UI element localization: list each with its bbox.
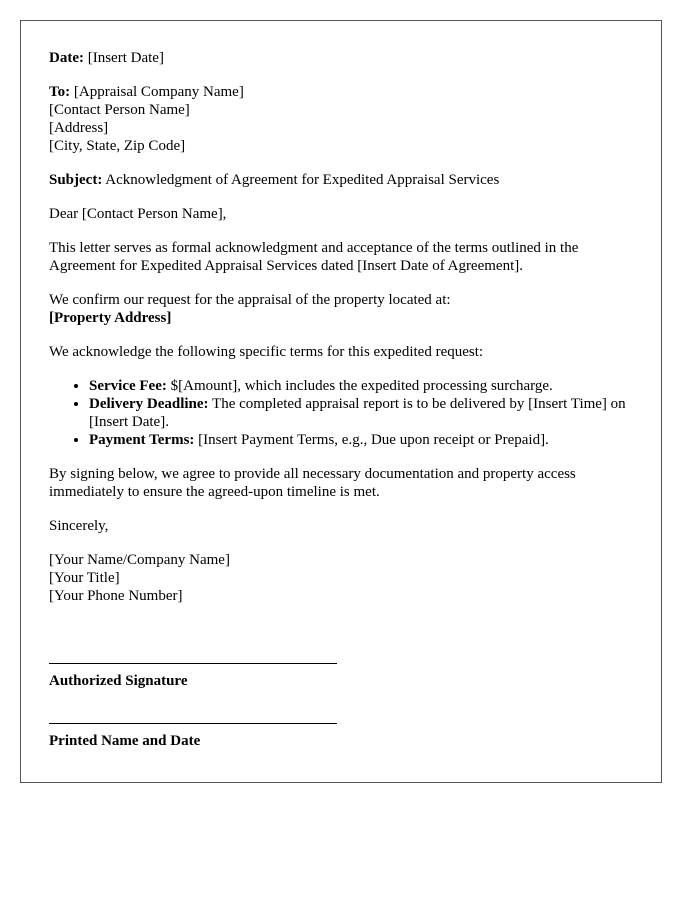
printed-name-line <box>49 723 337 724</box>
term-label: Service Fee: <box>89 378 167 394</box>
date-value: [Insert Date] <box>83 50 164 66</box>
term-item <box>89 395 634 431</box>
signature-line <box>49 663 337 664</box>
recipient-city: [City, State, Zip Code] <box>49 138 186 154</box>
term-label: Payment Terms: <box>89 432 195 448</box>
date-line <box>49 49 634 67</box>
salutation: Dear [Contact Person Name], <box>49 206 227 222</box>
term-item <box>89 377 634 395</box>
printed-name-label: Printed Name and Date <box>49 733 201 749</box>
letter <box>20 20 662 783</box>
property-address: [Property Address] <box>49 310 172 326</box>
recipient-contact: [Contact Person Name] <box>49 102 190 118</box>
term-text: [Insert Payment Terms, e.g., Due upon receipt or Prepaid]. <box>194 432 549 448</box>
term-text: $[Amount], which includes the expedited processing surcharge. <box>166 378 553 394</box>
terms-list <box>49 377 634 449</box>
sender-name: [Your Name/Company Name] <box>49 552 230 568</box>
term-label: Delivery Deadline: <box>89 396 209 412</box>
subject-value: Acknowledgment of Agreement for Expedited Appraisal Services <box>102 172 500 188</box>
sender-title: [Your Title] <box>49 570 120 586</box>
recipient-company: [Appraisal Company Name] <box>70 84 244 100</box>
closing: Sincerely, <box>49 518 109 534</box>
subject-label: Subject: <box>49 172 103 188</box>
signature-block <box>49 663 634 750</box>
term-item <box>89 431 634 449</box>
signature-label: Authorized Signature <box>49 673 188 689</box>
date-label: Date: <box>49 50 84 66</box>
sender-phone: [Your Phone Number] <box>49 588 183 604</box>
property-paragraph <box>49 291 634 327</box>
recipient-block <box>49 83 634 155</box>
term-text: The completed appraisal report is to be delivered by [Insert Time] on [Insert Date]. <box>89 396 626 430</box>
to-label: To: <box>49 84 71 100</box>
paragraph-agreement: By signing below, we agree to provide all necessary documentation and property access immediately to ensure the agreed-upon timeline is met. <box>49 466 576 500</box>
property-intro: We confirm our request for the appraisal of the property located at: <box>49 292 451 308</box>
paragraph-acknowledgment: This letter serves as formal acknowledgment and acceptance of the terms outlined in the Agreement for Expedited Appraisal Services dated [Insert Date of Agreement]. <box>49 240 579 274</box>
recipient-address: [Address] <box>49 120 109 136</box>
terms-intro: We acknowledge the following specific terms for this expedited request: <box>49 344 484 360</box>
sender-block <box>49 551 634 605</box>
subject-line <box>49 171 634 189</box>
